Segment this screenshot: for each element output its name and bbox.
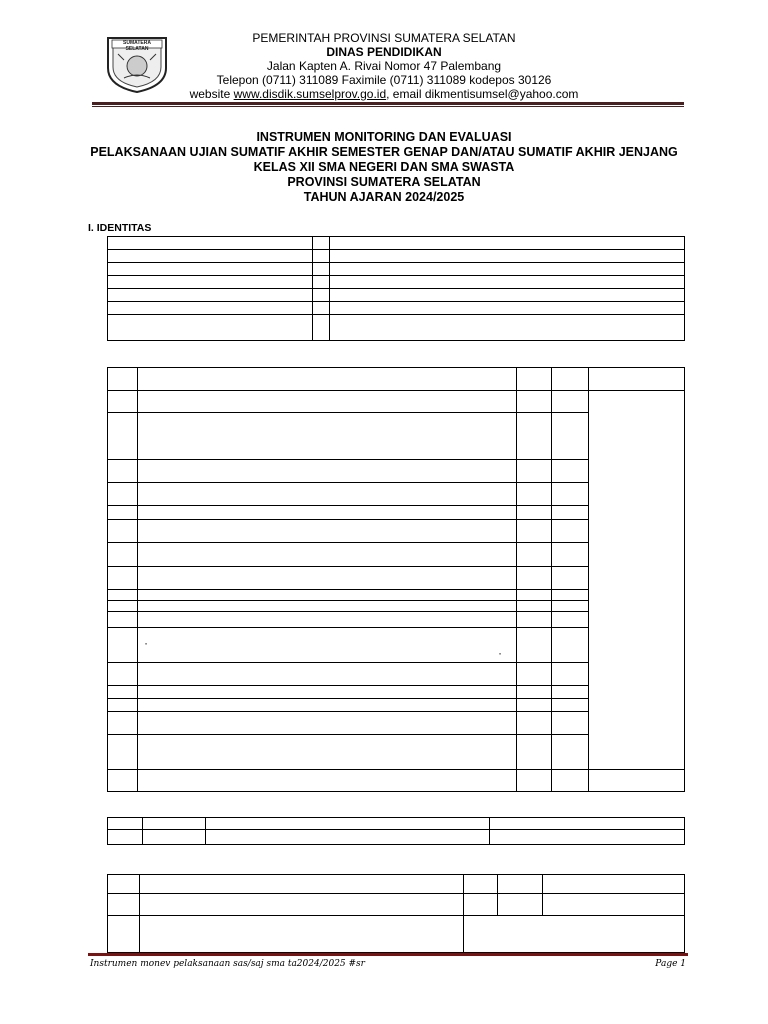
footer-left: Instrumen monev pelaksanaan sas/saj sma ta2024/2025 #sr bbox=[90, 959, 365, 969]
footer-page-number: Page 1 bbox=[655, 959, 686, 969]
header-government: PEMERINTAH PROVINSI SUMATERA SELATAN bbox=[252, 31, 516, 45]
row-mark-right: ¤ bbox=[499, 651, 502, 656]
signature-strip-table bbox=[108, 818, 685, 845]
email-text: , email dikmentisumsel@yahoo.com bbox=[386, 87, 579, 101]
title-line-2: PELAKSANAAN UJIAN SUMATIF AKHIR SEMESTER GENAP DAN/ATAU SUMATIF AKHIR JENJANG bbox=[90, 145, 678, 159]
identitas-table bbox=[108, 237, 685, 341]
website-label: website bbox=[189, 87, 234, 101]
website-link[interactable]: www.disdik.sumselprov.go.id bbox=[233, 87, 387, 101]
header-department: DINAS PENDIDIKAN bbox=[326, 45, 442, 59]
header-address: Jalan Kapten A. Rivai Nomor 47 Palembang bbox=[266, 59, 502, 73]
title-line-3: KELAS XII SMA NEGERI DAN SMA SWASTA bbox=[253, 160, 515, 174]
title-line-1: INSTRUMEN MONITORING DAN EVALUASI bbox=[256, 130, 512, 144]
footer-rule bbox=[88, 953, 688, 956]
section-identitas-heading: I. IDENTITAS bbox=[88, 222, 152, 234]
title-line-4: PROVINSI SUMATERA SELATAN bbox=[287, 175, 481, 189]
logo-text: SUMATERA SELATAN bbox=[123, 40, 151, 52]
title-line-5: TAHUN AJARAN 2024/2025 bbox=[303, 190, 465, 204]
row-mark-left: ¤ bbox=[145, 641, 148, 646]
bottom-table bbox=[108, 875, 685, 953]
checklist-table bbox=[108, 368, 685, 792]
header-phone: Telepon (0711) 311089 Faximile (0711) 311089 kodepos 30126 bbox=[216, 73, 552, 87]
